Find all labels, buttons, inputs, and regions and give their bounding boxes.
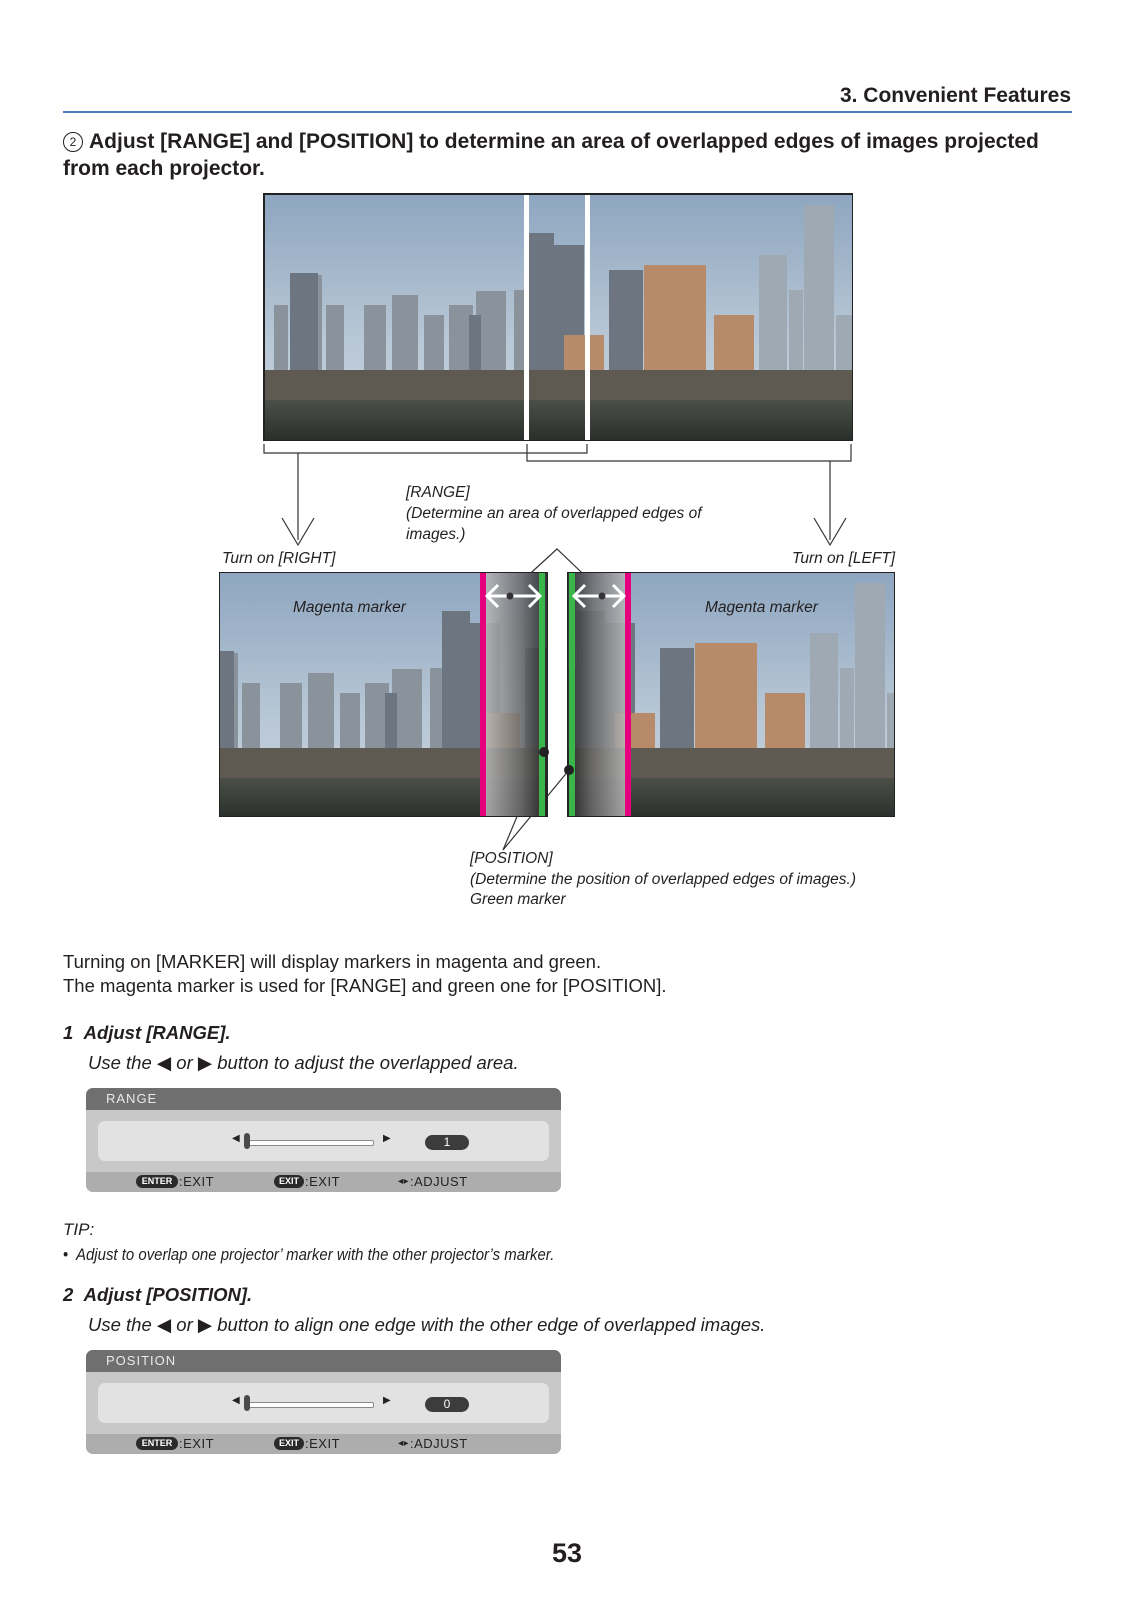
menu-title: POSITION bbox=[106, 1353, 177, 1368]
green-marker-right bbox=[569, 573, 575, 816]
position-label: [POSITION] bbox=[470, 850, 553, 867]
magenta-marker-label-right: Magenta marker bbox=[705, 599, 818, 616]
increase-arrow-icon[interactable]: ▶ bbox=[383, 1395, 391, 1406]
heading-text: Adjust [RANGE] and [POSITION] to determine an area of overlapped edges of images projected from each projector. bbox=[63, 130, 1039, 180]
range-slider-thumb[interactable] bbox=[244, 1133, 250, 1149]
step-1-desc: Use the ◀ or ▶ button to adjust the overlapped area. bbox=[88, 1052, 519, 1073]
intro-line-2: The magenta marker is used for [RANGE] and green one for [POSITION]. bbox=[63, 975, 667, 996]
turn-on-left-label: Turn on [LEFT] bbox=[792, 550, 896, 567]
right-arrow-icon: ▶ bbox=[197, 1314, 213, 1335]
magenta-marker-label-left: Magenta marker bbox=[293, 599, 406, 616]
position-dot bbox=[539, 747, 549, 757]
magenta-marker-left bbox=[480, 573, 486, 816]
tip-label: TIP: bbox=[63, 1220, 95, 1239]
step-1-heading bbox=[63, 1022, 231, 1044]
range-desc-2: images.) bbox=[406, 526, 466, 543]
range-menu: RANGE ◀ ▶ 1 ENTER :EXIT EXIT :EXIT ◂▸ :ADJUST bbox=[86, 1088, 561, 1192]
intro-line-1: Turning on [MARKER] will display markers in magenta and green. bbox=[63, 951, 602, 972]
step-number: 1 bbox=[63, 1022, 74, 1043]
decrease-arrow-icon[interactable]: ◀ bbox=[232, 1395, 240, 1406]
left-arrow-icon: ◀ bbox=[156, 1314, 172, 1335]
section-title: 3. Convenient Features bbox=[839, 84, 1071, 107]
position-value: 0 bbox=[425, 1397, 469, 1412]
step-title: Adjust [RANGE]. bbox=[83, 1022, 231, 1043]
left-arrow-icon: ◀ bbox=[156, 1052, 172, 1073]
decrease-arrow-icon[interactable]: ◀ bbox=[232, 1133, 240, 1144]
circled-number: 2 bbox=[63, 132, 83, 152]
right-arrow-icon: ▶ bbox=[197, 1052, 213, 1073]
overlap-edge-line bbox=[585, 195, 590, 440]
step-number: 2 bbox=[63, 1284, 74, 1305]
tip-text: • Adjust to overlap one projector’ marker with the other projector’s marker. bbox=[63, 1245, 555, 1264]
adjust-arrows-icon: ◂▸ bbox=[398, 1176, 410, 1187]
overlap-edge-line bbox=[524, 195, 529, 440]
position-dot bbox=[564, 765, 574, 775]
green-marker-label: Green marker bbox=[470, 891, 566, 908]
step-title: Adjust [POSITION]. bbox=[83, 1284, 253, 1305]
enter-key-badge: ENTER bbox=[136, 1437, 178, 1450]
position-slider-track[interactable] bbox=[248, 1402, 374, 1408]
menu-title: RANGE bbox=[106, 1091, 158, 1106]
range-slider-track[interactable] bbox=[248, 1140, 374, 1146]
position-slider-thumb[interactable] bbox=[244, 1395, 250, 1411]
combined-city-image bbox=[264, 194, 854, 440]
position-desc: (Determine the position of overlapped edges of images.) bbox=[470, 871, 856, 888]
adjust-arrows-icon: ◂▸ bbox=[398, 1438, 410, 1449]
range-desc: (Determine an area of overlapped edges of bbox=[406, 505, 702, 522]
range-label: [RANGE] bbox=[406, 484, 470, 501]
exit-key-badge: EXIT bbox=[274, 1175, 304, 1188]
exit-key-badge: EXIT bbox=[274, 1437, 304, 1450]
magenta-marker-right bbox=[625, 573, 631, 816]
increase-arrow-icon[interactable]: ▶ bbox=[383, 1133, 391, 1144]
step-2-desc: Use the ◀ or ▶ button to align one edge with the other edge of overlapped images. bbox=[88, 1314, 766, 1335]
step-2-heading bbox=[63, 1284, 252, 1306]
enter-key-badge: ENTER bbox=[136, 1175, 178, 1188]
turn-on-right-label: Turn on [RIGHT] bbox=[222, 550, 336, 567]
range-value: 1 bbox=[425, 1135, 469, 1150]
position-menu: POSITION ◀ ▶ 0 ENTER :EXIT EXIT :EXIT ◂▸ :ADJUST bbox=[86, 1350, 561, 1454]
green-marker-left bbox=[539, 573, 545, 816]
page-number: 53 bbox=[551, 1538, 583, 1568]
